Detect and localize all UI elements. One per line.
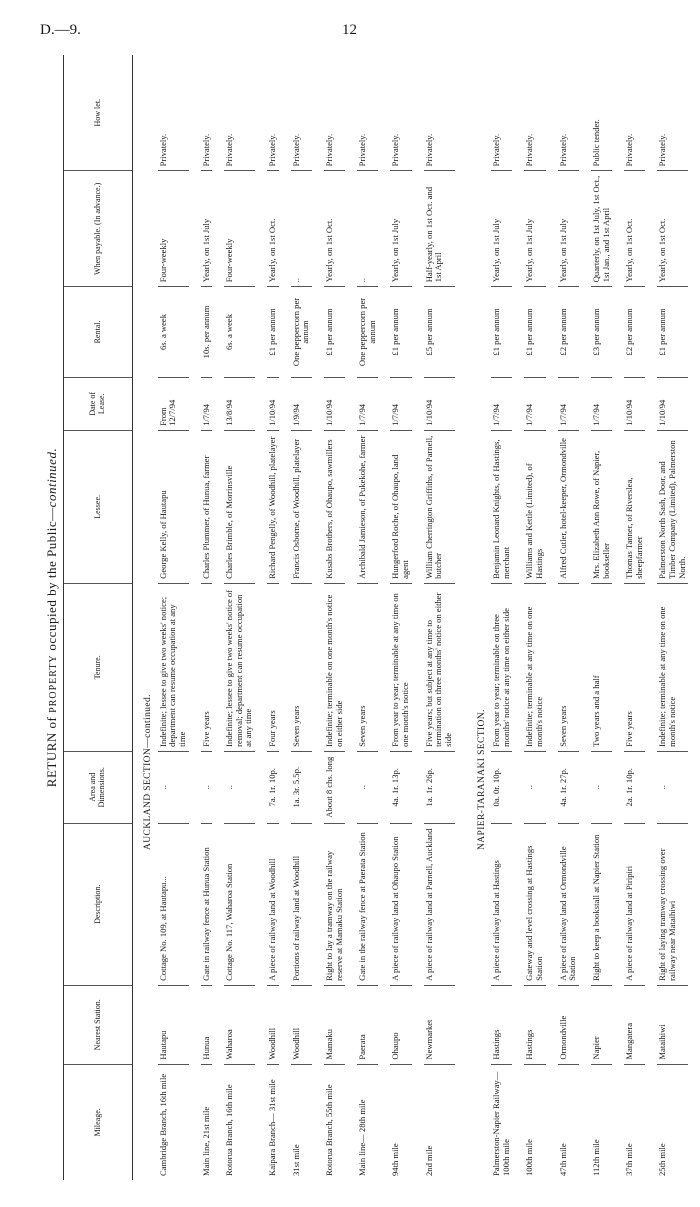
cell-station: Hautapu xyxy=(158,985,189,1064)
table-row xyxy=(267,55,279,1180)
cell-description: A piece of railway land at Hastings xyxy=(491,823,512,985)
cell-lessee: Palmerston North Sash, Door, and Timber Company (Limited), Palmerston North. xyxy=(657,430,688,583)
header-nearest-station: Nearest Station. xyxy=(64,985,133,1064)
cell-tenure: Five years xyxy=(201,583,213,751)
cell-lessee: Charles Plummer, of Hunua, farmer xyxy=(201,430,213,583)
cell-mileage: Main line— 28th mile xyxy=(357,1099,368,1176)
cell-date: 1/7/94 xyxy=(591,377,612,430)
cell-tenure: Seven years xyxy=(357,583,378,751)
cell-mileage: Cambridge Branch, 16th mile xyxy=(157,1073,168,1176)
cell-payable: Yearly, on 1st Oct. xyxy=(624,171,645,287)
rotated-page-content xyxy=(38,55,687,1180)
table-row xyxy=(424,55,455,1180)
cell-how: Privately. xyxy=(624,55,645,171)
table-row xyxy=(201,55,213,1180)
cell-area: 1a. 1r. 26p. xyxy=(424,751,455,823)
cell-station: Hunua xyxy=(201,985,213,1064)
header-when-payable: When payable. (In advance.) xyxy=(64,171,133,287)
header-rental: Rental. xyxy=(64,287,133,377)
cell-station: Mangatera xyxy=(624,985,645,1064)
cell-how: Privately. xyxy=(491,55,512,171)
cell-description: A piece of railway land at Woodhill xyxy=(267,823,279,985)
cell-station: Woodhill xyxy=(291,985,312,1064)
cell-station: Paerata xyxy=(357,985,378,1064)
cell-area: 2a. 1r. 10p. xyxy=(624,751,645,823)
section-napier-title: NAPIER-TARANAKI SECTION. xyxy=(476,709,487,850)
cell-station: Mataihiwi xyxy=(657,985,688,1064)
cell-tenure: From year to year; terminable on three months' notice at any time on either side xyxy=(491,583,512,751)
cell-description: Gate in railway fence at Hunua Station xyxy=(201,823,213,985)
cell-payable: Yearly, on 1st Oct. xyxy=(657,171,688,287)
page-reference: D.—9. xyxy=(40,22,81,38)
cell-rental: £1 per annum xyxy=(324,287,345,377)
cell-tenure: Seven years xyxy=(291,583,312,751)
cell-payable: Yearly, on 1st July xyxy=(390,171,411,287)
table-row xyxy=(657,55,688,1180)
cell-date: 1/7/94 xyxy=(558,377,579,430)
cell-lessee: William Cherrington Griffiths, of Parnell, butcher xyxy=(424,430,455,583)
table-row xyxy=(291,55,312,1180)
cell-lessee: Mrs. Elizabeth Ann Rowe, of Napier, bookseller xyxy=(591,430,612,583)
cell-lessee: Kusabs Brothers, of Ohaupo, sawmillers xyxy=(324,430,345,583)
cell-mileage: Palmerston-Napier Railway— 100th mile xyxy=(491,1071,511,1176)
cell-description: A piece of railway land at Parnell, Auckland xyxy=(424,823,455,985)
table-row xyxy=(324,55,345,1180)
cell-mileage: 31st mile xyxy=(290,1144,301,1176)
cell-how: Privately. xyxy=(390,55,411,171)
row-gap xyxy=(189,55,201,1180)
row-gap xyxy=(345,55,357,1180)
cell-payable: Four-weekly xyxy=(158,171,189,287)
cell-tenure: Indefinite; terminable at any time on one month's notice xyxy=(657,583,688,751)
row-gap xyxy=(546,55,558,1180)
cell-area: .. xyxy=(591,751,612,823)
cell-how: Privately. xyxy=(524,55,545,171)
cell-lessee: Richard Pengelly, of Woodhill, platelayer xyxy=(267,430,279,583)
cell-payable: Yearly, on 1st Oct. xyxy=(324,171,345,287)
row-gap xyxy=(212,55,224,1180)
cell-mileage: 2nd mile xyxy=(423,1145,434,1176)
cell-payable: Half-yearly, on 1st Oct. and 1st April xyxy=(424,171,455,287)
cell-description: Gateway and level crossing at Hastings Station xyxy=(524,823,545,985)
cell-how: Privately. xyxy=(267,55,279,171)
cell-tenure: Two years and a half xyxy=(591,583,612,751)
cell-tenure: Five years xyxy=(624,583,645,751)
cell-how: Public tender. xyxy=(591,55,612,171)
cell-date: 1/7/94 xyxy=(524,377,545,430)
cell-area: .. xyxy=(357,751,378,823)
cell-rental: £1 per annum xyxy=(390,287,411,377)
cell-station: Newmarket xyxy=(424,985,455,1064)
section-auckland-title: AUCKLAND SECTION—continued. xyxy=(143,694,153,850)
cell-mileage: Rotorua Branch, 16th mile xyxy=(224,1084,235,1176)
cell-rental: £1 per annum xyxy=(491,287,512,377)
cell-mileage: 25th mile xyxy=(657,1143,668,1176)
cell-how: Privately. xyxy=(558,55,579,171)
property-return-table xyxy=(63,55,700,1180)
cell-lessee: Charles Brimble, of Morrinsville xyxy=(224,430,255,583)
cell-payable: Yearly, on 1st July xyxy=(491,171,512,287)
cell-rental: 6s. a week xyxy=(158,287,189,377)
cell-lessee: Benjamin Leonard Knights, of Hastings, merchant xyxy=(491,430,512,583)
cell-rental: £3 per annum xyxy=(591,287,612,377)
cell-rental: £2 per annum xyxy=(624,287,645,377)
table-row xyxy=(591,55,612,1180)
cell-station: Napier xyxy=(591,985,612,1064)
cell-tenure: From year to year; terminable at any time on one month's notice xyxy=(390,583,411,751)
cell-description: A piece of railway land at Ohaupo Station xyxy=(390,823,411,985)
cell-payable: .. xyxy=(291,171,312,287)
table-row xyxy=(558,55,579,1180)
cell-mileage: Rotorua Branch, 55th mile xyxy=(323,1084,334,1176)
cell-mileage: 37th mile xyxy=(624,1143,635,1176)
table-row xyxy=(357,55,378,1180)
table-row xyxy=(158,55,189,1180)
cell-payable: Yearly, on 1st July xyxy=(201,171,213,287)
cell-description: Cottage No. 117, Waharoa Station xyxy=(224,823,255,985)
cell-rental: 10s. per annum xyxy=(201,287,213,377)
row-gap xyxy=(412,55,424,1180)
cell-tenure: Indefinite; terminable on one month's notice on either side xyxy=(324,583,345,751)
cell-date: 1/10/94 xyxy=(624,377,645,430)
row-gap xyxy=(255,55,267,1180)
cell-area: 1a. 3r. 5.5p. xyxy=(291,751,312,823)
cell-lessee: Hungerford Roche, of Ohaupo, land agent xyxy=(390,430,411,583)
row-gap xyxy=(279,55,291,1180)
header-lessee: Lessee. xyxy=(64,430,133,583)
cell-tenure: Five years; but subject at any time to termination on three months' notice on either side xyxy=(424,583,455,751)
row-gap xyxy=(455,55,467,1180)
cell-description: Portions of railway land at Woodhill xyxy=(291,823,312,985)
cell-how: Privately. xyxy=(201,55,213,171)
cell-description: Right to keep a bookstall at Napier Station xyxy=(591,823,612,985)
cell-rental: One peppercorn per annum xyxy=(291,287,312,377)
cell-lessee: Williams and Kettle (Limited), of Hastings xyxy=(524,430,545,583)
header-how-let: How let. xyxy=(64,55,133,171)
table-row xyxy=(624,55,645,1180)
cell-how: Privately. xyxy=(424,55,455,171)
cell-how: Privately. xyxy=(291,55,312,171)
cell-station: Hastings xyxy=(524,985,545,1064)
cell-payable: Four-weekly xyxy=(224,171,255,287)
cell-how: Privately. xyxy=(224,55,255,171)
cell-station: Waharoa xyxy=(224,985,255,1064)
header-description: Description. xyxy=(64,823,133,985)
cell-area: .. xyxy=(201,751,213,823)
row-gap xyxy=(378,55,390,1180)
return-title: RETURN of PROPERTY occupied by the Public—continued. xyxy=(44,447,59,788)
cell-description: Right of laying tramway crossing over railway near Mataihiwi xyxy=(657,823,688,985)
row-gap xyxy=(645,55,657,1180)
cell-area: 7a. 1r. 10p. xyxy=(267,751,279,823)
table-row xyxy=(524,55,545,1180)
table-row xyxy=(491,55,512,1180)
cell-lessee: Alfred Cutler, hotel-keeper, Ormondville xyxy=(558,430,579,583)
cell-payable: .. xyxy=(357,171,378,287)
section-auckland xyxy=(133,55,158,1180)
cell-date: 1/10/94 xyxy=(657,377,688,430)
cell-station: Woodhill xyxy=(267,985,279,1064)
cell-date: 1/7/94 xyxy=(357,377,378,430)
cell-how: Privately. xyxy=(657,55,688,171)
header-date-of-lease: Date of Lease. xyxy=(64,377,133,430)
cell-station: Mamaku xyxy=(324,985,345,1064)
cell-area: .. xyxy=(224,751,255,823)
header-mileage: Mileage. xyxy=(64,1064,133,1180)
cell-date: From 12/7/94 xyxy=(158,377,189,430)
header-row xyxy=(64,55,133,1180)
cell-payable: Quarterly, on 1st July, 1st Oct., 1st Jan., and 1st April xyxy=(591,171,612,287)
cell-description: A piece of railway land at Piripiri xyxy=(624,823,645,985)
cell-station: Ormondville xyxy=(558,985,579,1064)
header-tenure: Tenure. xyxy=(64,583,133,751)
cell-mileage: 112th mile xyxy=(590,1139,601,1176)
cell-lessee: Francis Osborne, of Woodhill, platelayer xyxy=(291,430,312,583)
cell-lessee: Archibald Jamieson, of Pukekohe, farmer xyxy=(357,430,378,583)
cell-tenure: Four years xyxy=(267,583,279,751)
cell-payable: Yearly, on 1st July xyxy=(524,171,545,287)
cell-tenure: Indefinite; lessee to give two weeks' notice; department can resume occupation at any time xyxy=(158,583,189,751)
cell-station: Hastings xyxy=(491,985,512,1064)
cell-area: .. xyxy=(657,751,688,823)
cell-mileage: Kaipara Branch— 31st mile xyxy=(267,1079,277,1176)
cell-how: Privately. xyxy=(158,55,189,171)
cell-date: 1/7/94 xyxy=(491,377,512,430)
row-gap xyxy=(579,55,591,1180)
cell-rental: One peppercorn per annum xyxy=(357,287,378,377)
cell-mileage: Main line, 21st mile xyxy=(200,1106,211,1176)
cell-description: Cottage No. 109, at Hautapu... xyxy=(158,823,189,985)
cell-area: 4a. 1r. 27p. xyxy=(558,751,579,823)
cell-payable: Yearly, on 1st Oct. xyxy=(267,171,279,287)
header-area: Area and Dimensions. xyxy=(64,751,133,823)
cell-rental: £1 per annum xyxy=(267,287,279,377)
cell-date: 1/10/94 xyxy=(324,377,345,430)
cell-description: Gate in the railway fence at Paerata Station xyxy=(357,823,378,985)
section-napier xyxy=(467,55,492,1180)
table-row xyxy=(390,55,411,1180)
cell-date: 1/10/94 xyxy=(267,377,279,430)
cell-tenure: Indefinite; terminable at any time on one month's notice xyxy=(524,583,545,751)
cell-mileage: 94th mile xyxy=(390,1143,401,1176)
cell-rental: £5 per annum xyxy=(424,287,455,377)
cell-tenure: Seven years xyxy=(558,583,579,751)
cell-how: Privately. xyxy=(357,55,378,171)
cell-date: 1/7/94 xyxy=(390,377,411,430)
cell-area: 0a. 0r. 10p. xyxy=(491,751,512,823)
row-gap xyxy=(312,55,324,1180)
page-number: 12 xyxy=(342,22,357,38)
cell-date: 13/8/94 xyxy=(224,377,255,430)
cell-mileage: 47th mile xyxy=(557,1143,568,1176)
cell-tenure: Indefinite; lessee to give two weeks' notice of removal; department can resume occupation at any time xyxy=(224,583,255,751)
cell-station: Ohaupo xyxy=(390,985,411,1064)
cell-payable: Yearly, on 1st July xyxy=(558,171,579,287)
cell-date: 1/10/94 xyxy=(424,377,455,430)
cell-date: 1/9/94 xyxy=(291,377,312,430)
row-gap xyxy=(512,55,524,1180)
cell-rental: £1 per annum xyxy=(657,287,688,377)
table-row xyxy=(224,55,255,1180)
cell-area: .. xyxy=(158,751,189,823)
cell-lessee: George Kelly, of Hautapu xyxy=(158,430,189,583)
cell-rental: 6s. a week xyxy=(224,287,255,377)
cell-rental: £2 per annum xyxy=(558,287,579,377)
cell-area: About 8 chs. long xyxy=(324,751,345,823)
cell-description: Right to lay a tramway on the railway reserve at Mamaku Station xyxy=(324,823,345,985)
row-gap xyxy=(688,55,700,1180)
cell-area: 4a. 1r. 13p. xyxy=(390,751,411,823)
row-gap xyxy=(612,55,624,1180)
cell-date: 1/7/94 xyxy=(201,377,213,430)
cell-lessee: Thomas Tanner, of Riverslea, sheepfarmer xyxy=(624,430,645,583)
cell-area: .. xyxy=(524,751,545,823)
cell-how: Privately. xyxy=(324,55,345,171)
cell-rental: £1 per annum xyxy=(524,287,545,377)
cell-mileage: 100th mile xyxy=(524,1139,535,1176)
cell-description: A piece of railway land at Ormondville Station xyxy=(558,823,579,985)
